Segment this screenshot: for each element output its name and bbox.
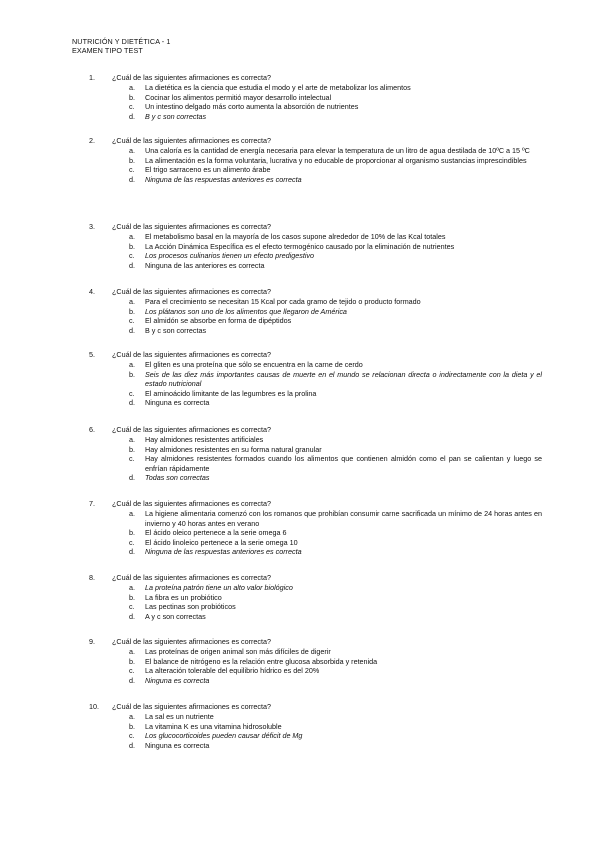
option-list (72, 583, 542, 621)
option-text: La fibra es un probiótico (145, 592, 222, 602)
option-text: Los glucocorticoides pueden causar déficit de Mg (145, 731, 303, 741)
question-text: ¿Cuál de las siguientes afirmaciones es correcta? (112, 73, 271, 82)
question-number: 1. (89, 73, 95, 82)
option-letter: d. (129, 547, 135, 557)
answer-option (72, 165, 542, 175)
option-letter: b. (129, 592, 135, 602)
option-text: La alteración tolerable del equilibrio hídrico es del 20% (145, 666, 320, 676)
answer-option (72, 316, 542, 326)
option-letter: b. (129, 92, 135, 102)
option-list (72, 435, 542, 483)
option-text: Las proteínas de origen animal son más difíciles de digerir (145, 647, 331, 656)
option-text: Hay almidones resistentes en su forma natural granular (145, 444, 322, 454)
option-letter: b. (129, 721, 135, 731)
answer-option (72, 435, 542, 445)
answer-option (72, 712, 542, 722)
answer-option (72, 112, 542, 122)
answer-option (72, 102, 542, 112)
question-text: ¿Cuál de las siguientes afirmaciones es correcta? (112, 222, 271, 231)
answer-option (72, 538, 542, 548)
option-letter: c. (129, 731, 135, 741)
answer-option (72, 666, 542, 676)
question-text: ¿Cuál de las siguientes afirmaciones es correcta? (112, 573, 271, 582)
option-text: Hay almidones resistentes artificiales (145, 435, 264, 444)
answer-option (72, 297, 542, 307)
option-letter: b. (129, 241, 135, 251)
answer-option (72, 398, 542, 408)
answer-option (72, 251, 542, 261)
option-text: Los procesos culinarios tienen un efecto predigestivo (145, 251, 315, 261)
answer-option (72, 473, 542, 483)
option-text: La proteína patrón tiene un alto valor biológico (145, 583, 293, 592)
option-text: El ácido linoleico pertenece a la serie omega 10 (145, 537, 298, 547)
answer-option (72, 370, 542, 389)
question-text: ¿Cuál de las siguientes afirmaciones es correcta? (112, 702, 271, 711)
question-number: 2. (89, 136, 95, 145)
option-letter: d. (129, 675, 135, 685)
option-letter: c. (129, 666, 135, 676)
answer-option (72, 647, 542, 657)
option-letter: a. (129, 435, 135, 444)
option-letter: a. (129, 83, 135, 92)
course-title: NUTRICIÓN Y DIETÉTICA - 1 (72, 37, 171, 46)
option-letter: c. (129, 316, 135, 326)
option-text: A y c son correctas (145, 611, 206, 621)
option-letter: a. (129, 583, 135, 592)
option-list (72, 360, 542, 408)
question-number: 5. (89, 350, 95, 359)
option-letter: b. (129, 155, 135, 165)
question-text: ¿Cuál de las siguientes afirmaciones es correcta? (112, 287, 271, 296)
option-letter: a. (129, 360, 135, 369)
option-text: El trigo sarraceno es un alimento árabe (145, 165, 271, 175)
option-letter: c. (129, 102, 135, 112)
answer-option (72, 232, 542, 242)
option-letter: d. (129, 325, 135, 335)
answer-option (72, 741, 542, 751)
answer-option (72, 547, 542, 557)
question-number: 10. (89, 702, 99, 711)
option-text: El aminoácido limitante de las legumbres es la prolina (145, 388, 317, 398)
option-text: La sal es un nutriente (145, 712, 214, 721)
option-text: B y c son correctas (145, 325, 207, 335)
option-letter: d. (129, 398, 135, 408)
answer-option (72, 146, 542, 156)
option-list (72, 712, 542, 750)
option-letter: a. (129, 712, 135, 721)
answer-option (72, 722, 542, 732)
option-list (72, 146, 542, 184)
question-text: ¿Cuál de las siguientes afirmaciones es correcta? (112, 425, 271, 434)
answer-option (72, 593, 542, 603)
option-text: La higiene alimentaria comenzó con los romanos que prohibían consumir carne sacrificada un mínimo de 24 horas antes en invierno y 40 horas antes en verano (145, 509, 542, 528)
question-text: ¿Cuál de las siguientes afirmaciones es correcta? (112, 637, 271, 646)
answer-option (72, 509, 542, 528)
option-text: Un intestino delgado más corto aumenta la absorción de nutrientes (145, 102, 359, 112)
option-text: Ninguna es correcta (145, 398, 210, 408)
option-letter: d. (129, 260, 135, 270)
option-letter: b. (129, 444, 135, 454)
option-text: Todas son correctas (145, 473, 210, 483)
answer-option (72, 445, 542, 455)
option-text: B y c son correctas (145, 111, 207, 121)
option-letter: c. (129, 602, 135, 612)
option-letter: d. (129, 473, 135, 483)
answer-option (72, 261, 542, 271)
answer-option (72, 454, 542, 473)
question-text: ¿Cuál de las siguientes afirmaciones es correcta? (112, 499, 271, 508)
option-letter: a. (129, 232, 135, 241)
question-number: 4. (89, 287, 95, 296)
option-letter: d. (129, 740, 135, 750)
option-letter: a. (129, 297, 135, 306)
option-text: Ninguna de las respuestas anteriores es correcta (145, 174, 302, 184)
option-letter: b. (129, 656, 135, 666)
option-letter: b. (129, 306, 135, 316)
question-number: 6. (89, 425, 95, 434)
question-number: 8. (89, 573, 95, 582)
answer-option (72, 175, 542, 185)
option-text: Los plátanos son uno de los alimentos que llegaron de América (145, 306, 347, 316)
option-text: El balance de nitrógeno es la relación entre glucosa absorbida y retenida (145, 656, 378, 666)
option-letter: a. (129, 647, 135, 656)
answer-option (72, 307, 542, 317)
option-letter: b. (129, 528, 135, 538)
option-text: Una caloría es la cantidad de energía necesaria para elevar la temperatura de un litro de agua destilada de 10ºC a 15 ºC (145, 146, 530, 155)
option-text: La alimentación es la forma voluntaria, lucrativa y no educable de proporcionar al organismo sustancias imprescindibles (145, 155, 527, 165)
answer-option (72, 583, 542, 593)
option-text: Las pectinas son probióticos (145, 602, 236, 612)
answer-option (72, 676, 542, 686)
answer-option (72, 326, 542, 336)
answer-option (72, 612, 542, 622)
option-letter: d. (129, 174, 135, 184)
option-letter: c. (129, 388, 135, 398)
option-text: Ninguna es correcta (145, 740, 210, 750)
option-text: Para el crecimiento se necesitan 15 Kcal por cada gramo de tejido o producto formado (145, 297, 421, 306)
option-list (72, 83, 542, 121)
answer-option (72, 731, 542, 741)
option-letter: d. (129, 111, 135, 121)
option-letter: b. (129, 369, 135, 379)
answer-option (72, 389, 542, 399)
option-text: La dietética es la ciencia que estudia el modo y el arte de metabolizar los alimentos (145, 83, 411, 92)
option-text: El metabolismo basal en la mayoría de los casos supone alrededor de 10% de las Kcal totales (145, 232, 446, 241)
option-letter: c. (129, 165, 135, 175)
option-text: Ninguna de las respuestas anteriores es correcta (145, 547, 302, 557)
option-letter: d. (129, 611, 135, 621)
exam-title: EXAMEN TIPO TEST (72, 46, 143, 55)
option-list (72, 509, 542, 557)
option-list (72, 232, 542, 270)
question-text: ¿Cuál de las siguientes afirmaciones es correcta? (112, 136, 271, 145)
option-text: Seis de las diez más importantes causas de muerte en el mundo se relacionan directa o indirectamente con la dieta y el estado nutricional (145, 369, 542, 389)
answer-option (72, 83, 542, 93)
question-text: ¿Cuál de las siguientes afirmaciones es correcta? (112, 350, 271, 359)
answer-option (72, 156, 542, 166)
question-number: 3. (89, 222, 95, 231)
option-letter: c. (129, 537, 135, 547)
document-header (72, 37, 170, 55)
answer-option (72, 528, 542, 538)
option-text: El gliten es una proteína que sólo se encuentra en la carne de cerdo (145, 360, 363, 369)
option-letter: a. (129, 146, 135, 155)
question-number: 7. (89, 499, 95, 508)
answer-option (72, 242, 542, 252)
option-text: El ácido oleico pertenece a la serie omega 6 (145, 528, 287, 538)
option-letter: c. (129, 454, 135, 464)
option-text: Ninguna de las anteriores es correcta (145, 260, 265, 270)
option-text: La vitamina K es una vitamina hidrosoluble (145, 721, 282, 731)
option-letter: c. (129, 251, 135, 261)
option-text: Hay almidones resistentes formados cuando los alimentos que contienen almidón como el pan se calientan y luego se enfrían rápidamente (145, 454, 542, 473)
option-text: Ninguna es correcta (145, 675, 210, 685)
option-list (72, 297, 542, 335)
option-list (72, 647, 542, 685)
question-number: 9. (89, 637, 95, 646)
option-text: El almidón se absorbe en forma de dipéptidos (145, 316, 292, 326)
option-text: Cocinar los alimentos permitió mayor desarrollo intelectual (145, 92, 332, 102)
answer-option (72, 360, 542, 370)
answer-option (72, 93, 542, 103)
option-text: La Acción Dinámica Específica es el efecto termogénico causado por la eliminación de nutrientes (145, 241, 455, 251)
option-letter: a. (129, 509, 135, 518)
answer-option (72, 657, 542, 667)
answer-option (72, 602, 542, 612)
